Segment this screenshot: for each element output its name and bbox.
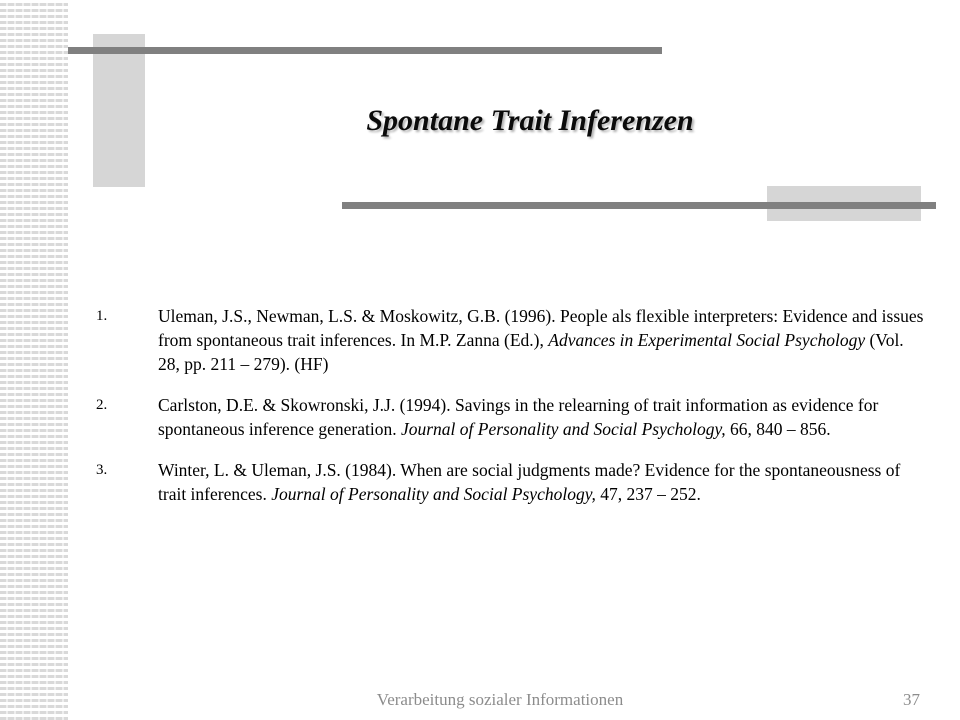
reference-details: (Vol. 28, pp. 211 – 279). (HF)	[158, 330, 904, 374]
reference-number: 2.	[96, 397, 108, 413]
reference-authors: Winter, L. & Uleman, J.S. (1984). When are social judgments made? Evidence for the spontaneousness of trait inferences.	[158, 460, 901, 504]
slide-title: Spontane Trait Inferenzen	[366, 104, 694, 137]
reference-text	[158, 304, 926, 376]
reference-list	[96, 304, 926, 523]
reference-details: 47, 237 – 252.	[595, 484, 701, 504]
reference-source: Advances in Experimental Social Psychology	[548, 330, 866, 350]
reference-item	[96, 393, 926, 441]
reference-details: 66, 840 – 856.	[725, 419, 831, 439]
reference-text	[158, 393, 926, 441]
reference-number: 3.	[96, 462, 108, 478]
gray-block-left-decoration	[93, 34, 145, 187]
top-rule-decoration	[68, 47, 662, 54]
title-underline-decoration	[342, 202, 936, 209]
reference-number: 1.	[96, 308, 108, 324]
page-number: 37	[903, 690, 920, 709]
reference-source: Journal of Personality and Social Psychology,	[400, 419, 726, 439]
footer-title: Verarbeitung sozialer Informationen	[376, 690, 624, 709]
reference-authors: Uleman, J.S., Newman, L.S. & Moskowitz, G.B. (1996). People als flexible interpreters: Evidence and issues from spontaneous trait inferences. In M.P. Zanna (Ed.),	[158, 306, 924, 350]
reference-text	[158, 458, 926, 506]
reference-authors: Carlston, D.E. & Skowronski, J.J. (1994). Savings in the relearning of trait information as evidence for spontaneous inference generation.	[158, 395, 879, 439]
reference-source: Journal of Personality and Social Psychology,	[271, 484, 596, 504]
reference-item	[96, 304, 926, 376]
reference-item	[96, 458, 926, 506]
left-stripe-decoration	[0, 0, 68, 720]
